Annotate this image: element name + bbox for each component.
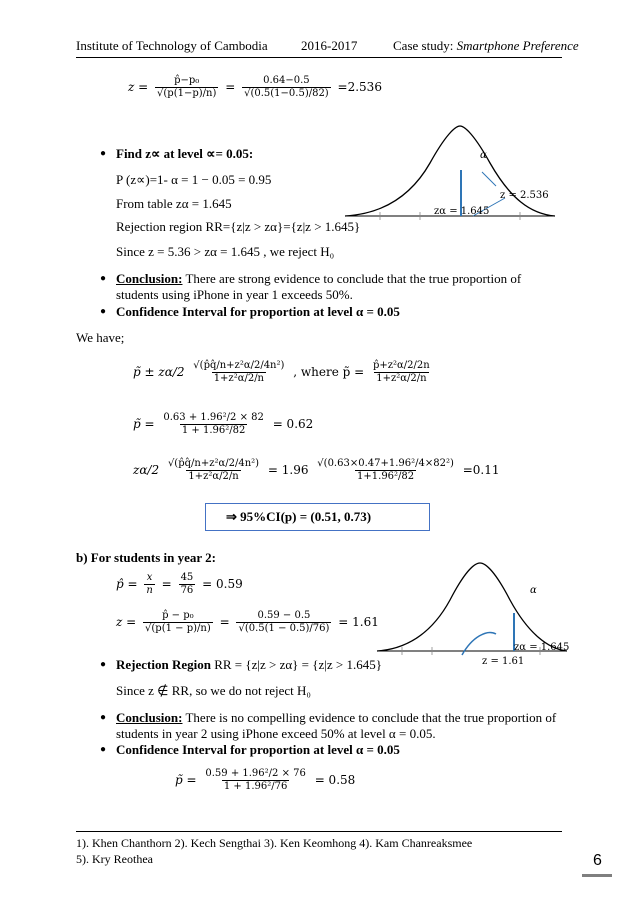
- ptilde-a-result: = 0.62: [272, 417, 314, 431]
- zhalf-den2: 1+1.96²/82: [357, 471, 415, 482]
- phat-formula-b: [116, 572, 243, 597]
- z-fraction-1: [155, 75, 218, 100]
- phat-b-fraction-2: [179, 572, 196, 597]
- z-b-num2: 0.59 − 0.5: [257, 610, 311, 621]
- part-b-heading: b) For students in year 2:: [76, 550, 216, 565]
- conclusion-a: [116, 271, 521, 286]
- bullet-ci-b: ●: [100, 744, 107, 755]
- zhalf-lhs: zα/2: [133, 463, 160, 477]
- ptilde-a-num: 0.63 + 1.96²/2 × 82: [163, 412, 264, 423]
- phat-b-eq: =: [161, 577, 172, 591]
- footer-authors-1: 1). Khen Chanthorn 2). Kech Sengthai 3). Ken Keomhong 4). Kam Chanreaksmee: [76, 836, 473, 850]
- rr-b-label: Rejection Region: [116, 657, 211, 672]
- phat-b-den2: 76: [180, 585, 194, 596]
- where-text: , where p̃ =: [293, 365, 365, 379]
- footer-rule: [76, 831, 562, 832]
- rr-b-text: RR = {z|z > zα} = {z|z > 1.645}: [210, 657, 382, 672]
- phat-b-fraction-1: [144, 572, 154, 597]
- graph-b-z-alpha: zα = 1.645: [514, 642, 570, 653]
- bullet-conclusion-b: ●: [100, 712, 107, 723]
- page-number-underline: [582, 874, 612, 877]
- ptilde-b-lhs: p̃ =: [175, 773, 197, 787]
- since-line-a: Since z = 5.36 > zα = 1.645 , we reject H₀: [116, 244, 335, 259]
- conclusion-a-label: Conclusion:: [116, 271, 183, 286]
- graph-b-z-value: z = 1.61: [482, 656, 525, 667]
- bell-curve-a: [345, 126, 555, 216]
- phat-b-result: = 0.59: [202, 577, 243, 591]
- we-have: We have;: [76, 330, 125, 345]
- z-frac2-den: √(0.5(1−0.5)/82): [244, 88, 329, 99]
- conclusion-b-text-1: There is no compelling evidence to conclude that the true proportion of: [182, 710, 557, 725]
- zhalf-result: =0.11: [462, 463, 500, 477]
- ptilde-a-den: 1 + 1.96²/82: [181, 425, 246, 436]
- table-line: From table zα = 1.645: [116, 196, 232, 211]
- z-b-fraction-2: [236, 610, 331, 635]
- ci-general-formula: [133, 360, 435, 385]
- z-formula-result: =2.536: [337, 80, 382, 94]
- ci-label-b: Confidence Interval for proportion at level α = 0.05: [116, 742, 400, 757]
- bullet-rr-b: ●: [100, 659, 107, 670]
- z-frac1-num: p̂−p₀: [174, 75, 200, 86]
- bell-curve-b: [377, 563, 570, 653]
- header-rule: [76, 57, 562, 58]
- page-number: 6: [593, 852, 602, 869]
- zhalf-num: √(p̂q̂/n+z²α/2/4n²): [167, 458, 260, 469]
- ci-formula-fraction: [191, 360, 286, 385]
- z-formula-lhs: z =: [128, 80, 149, 94]
- where-den: 1+z²α/2/n: [376, 373, 427, 384]
- phat-b-num1: x: [146, 572, 153, 583]
- alpha-pointer-a: [482, 172, 496, 186]
- zhalf-fraction-1: [166, 458, 261, 483]
- graph-a-z-value: z = 2.536: [500, 190, 549, 201]
- header-case-title: Smartphone Preference: [456, 38, 579, 53]
- bullet-find: ●: [100, 148, 107, 159]
- graph-a-z-alpha: zα = 1.645: [434, 206, 490, 217]
- header-year: 2016-2017: [301, 38, 358, 53]
- conclusion-a-text-1: There are strong evidence to conclude that the true proportion of: [182, 271, 522, 286]
- z-half-formula: [133, 458, 500, 483]
- z-b-num1: p̂ − p₀: [162, 610, 194, 621]
- ptilde-a-lhs: p̃ =: [133, 417, 155, 431]
- z-formula-b: z = $\frac{\text{p̂ − p₀}}{√(p(1 - p)/n)}$ = $\frac{0.59 - 0.5}{√(0.5(1 - 0.5)/76)}$ = 1.61: [116, 610, 379, 634]
- ci-formula-lhs: p̃ ± zα/2: [133, 365, 185, 379]
- graph-a-alpha: α: [480, 150, 487, 161]
- ptilde-a-fraction: [161, 412, 265, 437]
- z-b-result: = 1.61: [338, 615, 379, 629]
- zhalf-fraction-2: [315, 458, 456, 483]
- z-b-fraction-1: [143, 610, 213, 635]
- header-institute: Institute of Technology of Cambodia: [76, 38, 268, 53]
- since-line-b: Since z ∉ RR, so we do not reject H₀: [116, 683, 311, 698]
- z-value-pointer-b: [462, 633, 496, 655]
- graph-b-alpha: α: [530, 585, 537, 596]
- rejection-region-b: [116, 657, 382, 672]
- conclusion-b: [116, 710, 556, 725]
- z-b-lhs: z =: [116, 615, 137, 629]
- ptilde-formula-b: [175, 768, 355, 793]
- ptilde-b-den: 1 + 1.96²/76: [223, 781, 288, 792]
- z-b-den2: √(0.5(1 − 0.5)/76): [238, 623, 330, 634]
- zhalf-den: 1+z²α/2/n: [188, 471, 239, 482]
- where-num: p̂+z²α/2/2n: [373, 360, 430, 371]
- ptilde-b-result: = 0.58: [314, 773, 356, 787]
- where-fraction: [371, 360, 432, 385]
- z-fraction-2: [242, 75, 331, 100]
- find-z-label: Find z∝ at level ∝= 0.05:: [116, 146, 254, 161]
- z-frac2-num: 0.64−0.5: [263, 75, 310, 86]
- ptilde-formula-a: [133, 412, 313, 437]
- ci-formula-num: √(p̂q̂/n+z²α/2/4n²): [193, 360, 285, 371]
- phat-b-den1: n: [146, 585, 153, 596]
- conclusion-a-text-2: students using iPhone in year 1 exceeds 50%.: [116, 287, 353, 302]
- ptilde-b-num: 0.59 + 1.96²/2 × 76: [205, 768, 306, 779]
- z-formula-a: z = $\frac{\text{p̂−p₀}}{√(p(1-p)/n)}$ = $\frac{0.64-0.5}{√(0.5(1-0.5)/82)}$ =2.536: [128, 75, 382, 99]
- z-b-den1: √(p(1 − p)/n): [145, 623, 211, 634]
- z-frac1-den: √(p(1−p)/n): [157, 88, 217, 99]
- footer-authors-2: 5). Kry Reothea: [76, 852, 153, 866]
- rejection-region-a: Rejection region RR={z|z > zα}={z|z > 1.645}: [116, 219, 361, 234]
- zhalf-mid: = 1.96: [267, 463, 309, 477]
- ci-result-a: ⇒ 95%CI(p) = (0.51, 0.73): [226, 509, 372, 524]
- conclusion-b-label: Conclusion:: [116, 710, 183, 725]
- ci-label-a: Confidence Interval for proportion at level α = 0.05: [116, 304, 400, 319]
- zhalf-num2: √(0.63×0.47+1.96²/4×82²): [317, 458, 454, 469]
- header-case: [393, 38, 579, 53]
- ci-formula-den: 1+z²α/2/n: [213, 373, 264, 384]
- phat-b-num2: 45: [180, 572, 194, 583]
- p-line: P (z∝)=1- α = 1 − 0.05 = 0.95: [116, 172, 272, 187]
- bullet-conclusion-a: ●: [100, 273, 107, 284]
- conclusion-b-text-2: students in year 2 using iPhone exceed 50% at level α = 0.05.: [116, 726, 436, 741]
- ptilde-b-fraction: [203, 768, 307, 793]
- header-case-prefix: Case study:: [393, 38, 454, 53]
- bullet-ci-a: ●: [100, 306, 107, 317]
- phat-b-lhs: p̂ =: [116, 577, 138, 591]
